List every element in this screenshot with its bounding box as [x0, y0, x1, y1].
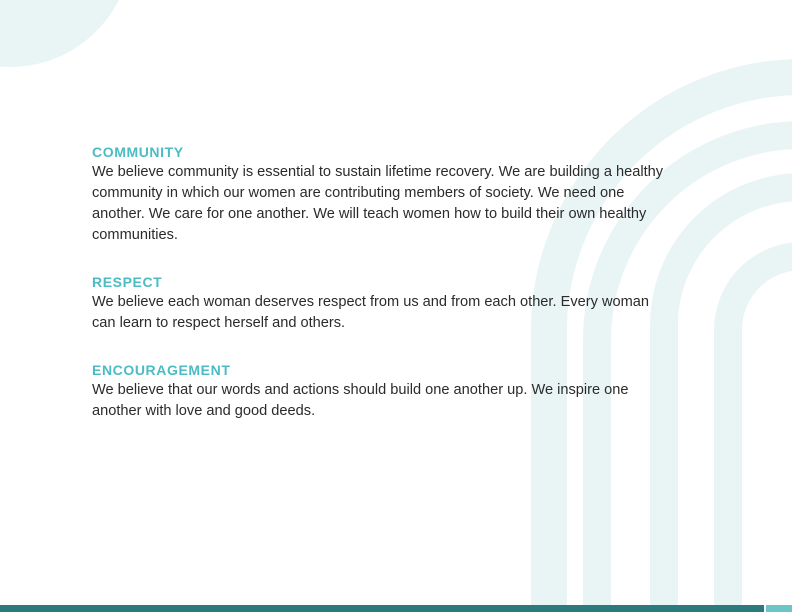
- value-description: We believe community is essential to sustain lifetime recovery. We are building a healthy community in which our women are contributing members of society. We need one another. We care for one another. We will teach women how to build their own healthy communities.: [92, 164, 664, 243]
- value-respect: [92, 272, 672, 334]
- value-heading: RESPECT: [92, 274, 163, 290]
- value-community: [92, 142, 672, 246]
- core-values-section: [92, 142, 672, 448]
- value-description: We believe that our words and actions should build one another up. We inspire one another with love and good deeds.: [92, 382, 629, 419]
- value-heading: ENCOURAGEMENT: [92, 362, 231, 378]
- innermost-arch-decoration: [728, 256, 792, 612]
- value-encouragement: [92, 360, 672, 422]
- value-heading: COMMUNITY: [92, 144, 184, 160]
- footer-bar: [0, 605, 764, 612]
- value-description: We believe each woman deserves respect from us and from each other. Every woman can learn to respect herself and others.: [92, 294, 649, 331]
- footer-accent-bar: [766, 605, 792, 612]
- corner-circle-decoration: [0, 0, 132, 67]
